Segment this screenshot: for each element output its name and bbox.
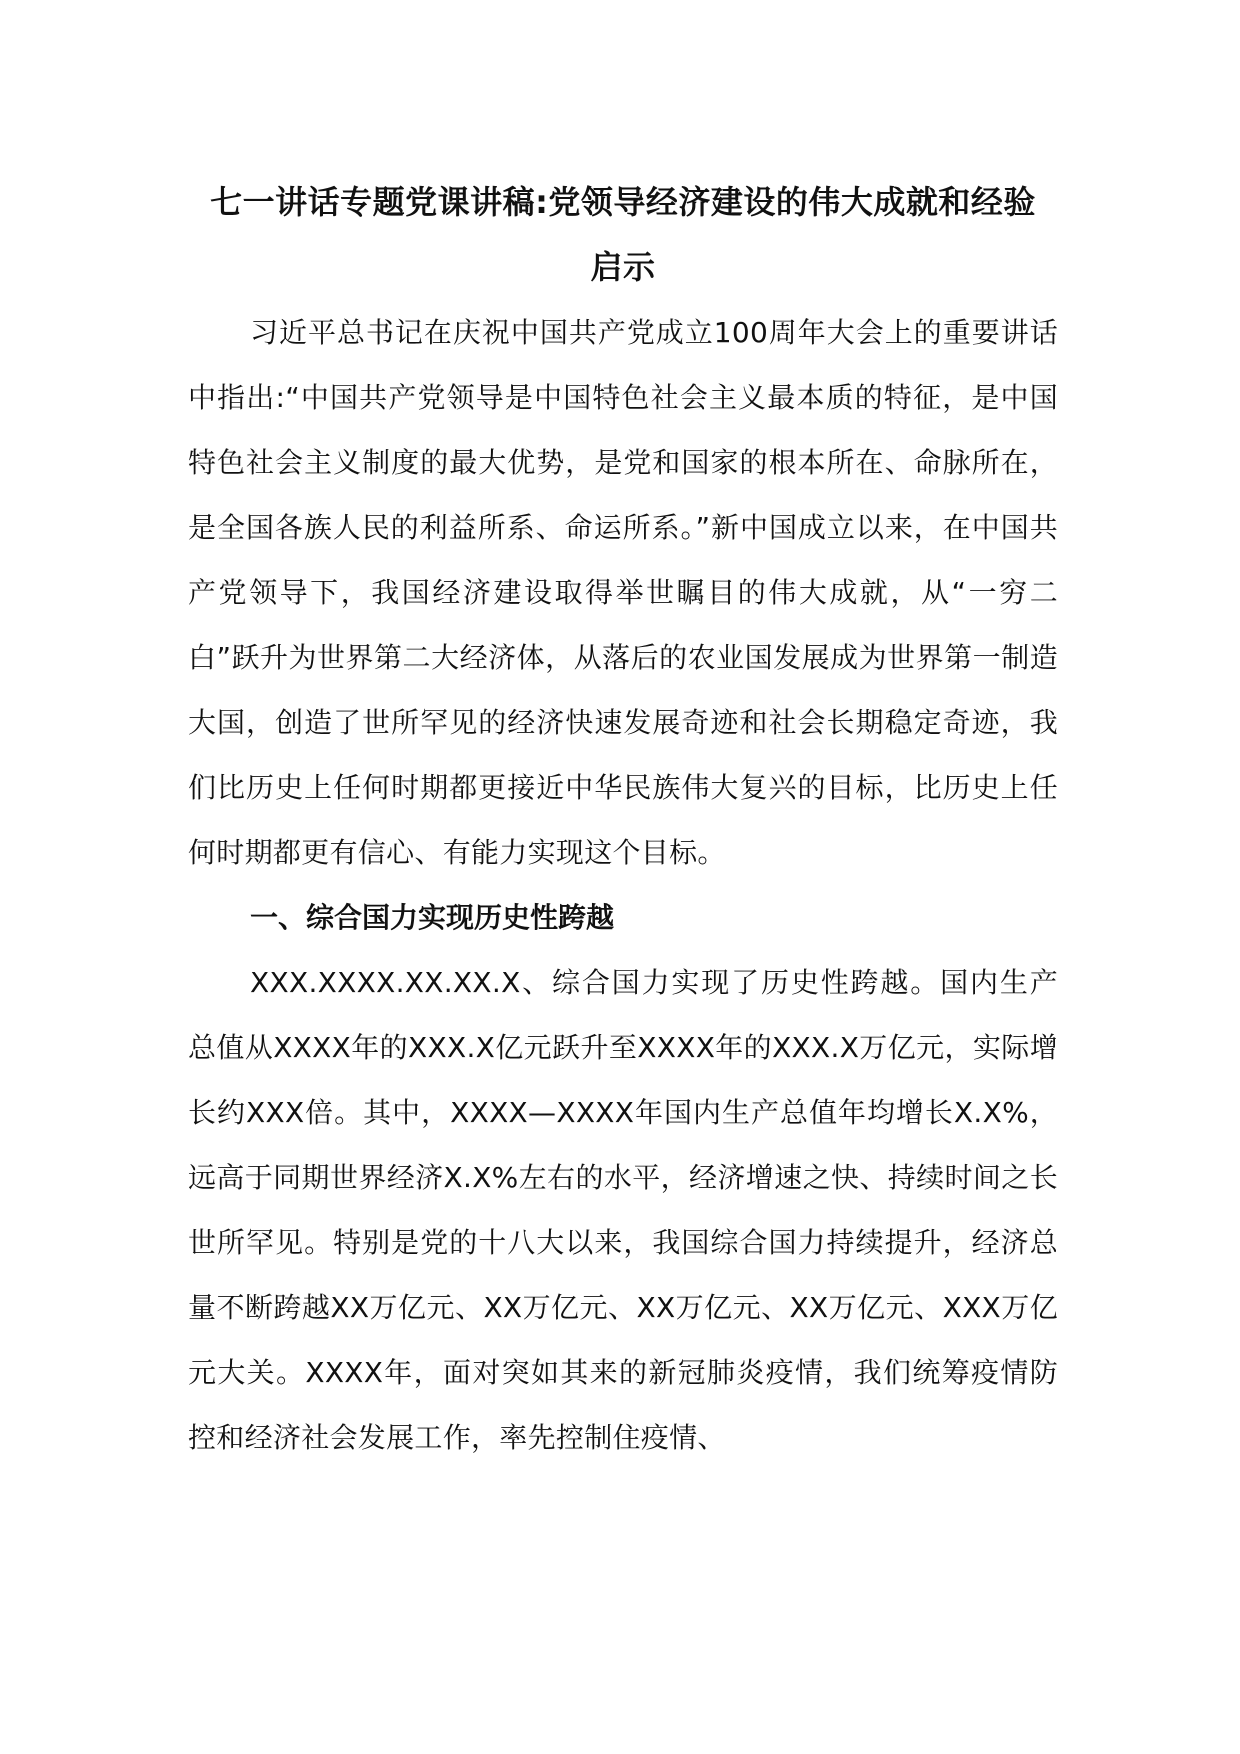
intro-paragraph: 习近平总书记在庆祝中国共产党成立100周年大会上的重要讲话中指出:“中国共产党领导是中国特色社会主义最本质的特征，是中国特色社会主义制度的最大优势，是党和国家的根本所在、命脉所在，是全国各族人民的利益所系、命运所系。”新中国成立以来，在中国共产党领导下，我国经济建设取得举世瞩目的伟大成就，从“一穷二白”跃升为世界第二大经济体，从落后的农业国发展成为世界第一制造大国，创造了世所罕见的经济快速发展奇迹和社会长期稳定奇迹，我们比历史上任何时期都更接近中华民族伟大复兴的目标，比历史上任何时期都更有信心、有能力实现这个目标。 xyxy=(188,316,1058,869)
title-line-1: 七一讲话专题党课讲稿:党领导经济建设的伟大成就和经验 xyxy=(210,183,1036,221)
document-title xyxy=(188,170,1058,300)
section-heading-1: 一、综合国力实现历史性跨越 xyxy=(250,901,615,934)
title-line-2: 启示 xyxy=(590,248,656,286)
section-1-paragraph: XXX.XXXX.XX.XX.X、综合国力实现了历史性跨越。国内生产总值从XXXX年的XXX.X亿元跃升至XXXX年的XXX.X万亿元，实际增长约XXX倍。其中，XXXX—XXXX年国内生产总值年均增长X.X%，远高于同期世界经济X.X%左右的水平，经济增速之快、持续时间之长世所罕见。特别是党的十八大以来，我国综合国力持续提升，经济总量不断跨越XX万亿元、XX万亿元、XX万亿元、XX万亿元、XXX万亿元大关。XXXX年，面对突如其来的新冠肺炎疫情，我们统筹疫情防控和经济社会发展工作，率先控制住疫情、 xyxy=(188,966,1058,1454)
document-page xyxy=(188,170,1058,1470)
